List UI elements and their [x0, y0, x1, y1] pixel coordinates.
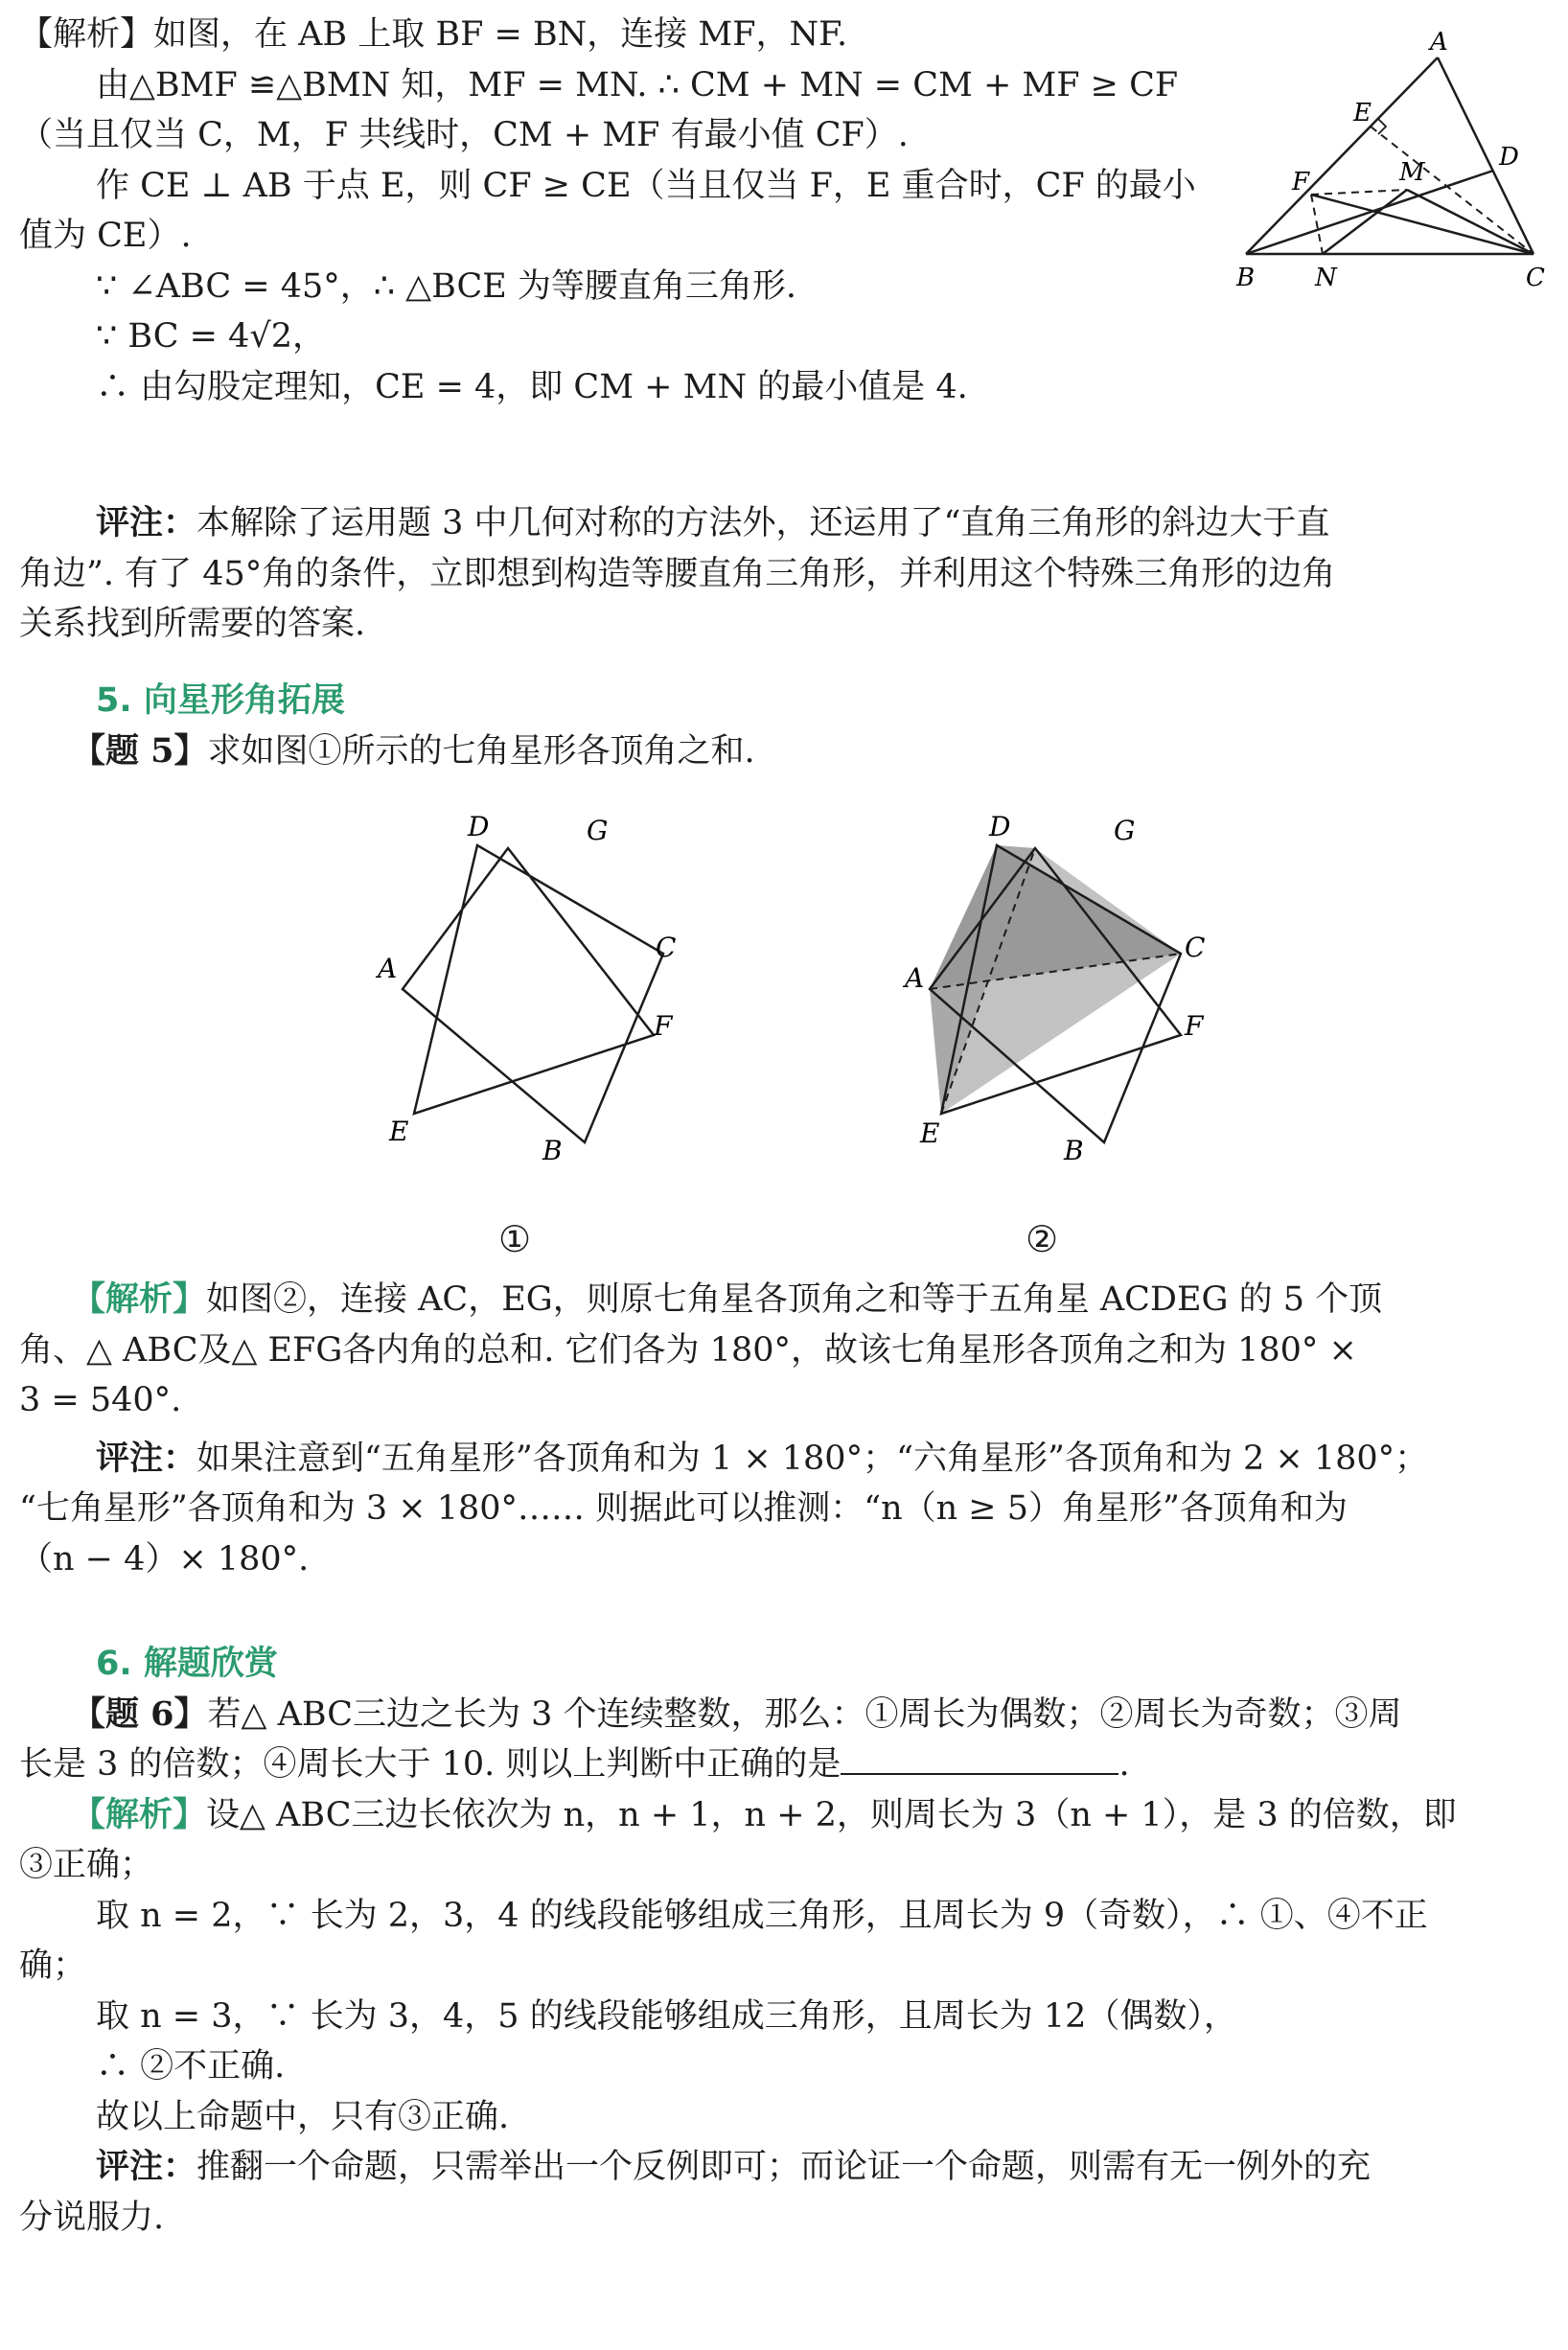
- sol5-note-line-1: 评注：如果注意到“五角星形”各顶角和为 1 × 180°；“六角星形”各顶角和为 2 × 180°；: [96, 1438, 1429, 1478]
- sol6-line-4: 确；: [19, 1947, 87, 1985]
- star2-label-a: A: [905, 962, 925, 994]
- sol6-line-3: 取 n = 2，∵ 长为 2，3，4 的线段能够组成三角形，且周长为 9（奇数），∴ ①、④不正: [96, 1896, 1428, 1935]
- intro-line-6: ∵ ∠ABC = 45°，∴ △BCE 为等腰直角三角形.: [96, 266, 797, 306]
- star2-label-b: B: [1064, 1135, 1084, 1166]
- solution-5: [19, 1275, 1553, 1584]
- star1-label-c: C: [656, 932, 677, 963]
- label-b: B: [1236, 264, 1256, 292]
- star1-label-f: F: [654, 1010, 673, 1042]
- section-6-heading: 6. 解题欣赏: [96, 1645, 278, 1683]
- question-5: 【题 5】求如图①所示的七角星形各顶角之和.: [72, 730, 755, 771]
- label-e: E: [1353, 99, 1372, 127]
- star2-label-f: F: [1185, 1010, 1204, 1042]
- sol6-line-1: 【解析】设△ ABC三边长依次为 n，n + 1，n + 2，则周长为 3（n + 1），是 3 的倍数，即: [72, 1794, 1457, 1834]
- label-a: A: [1430, 28, 1448, 57]
- section-6: [19, 1639, 1553, 2243]
- star1-label-g: G: [587, 815, 609, 846]
- intro-line-4: 作 CE ⊥ AB 于点 E，则 CF ≥ CE（当且仅当 F，E 重合时，CF 的最小: [96, 166, 1196, 205]
- star1-label-a: A: [378, 953, 398, 984]
- label-f: F: [1292, 168, 1310, 196]
- label-m: M: [1399, 158, 1425, 187]
- segment-bd: [1246, 171, 1493, 254]
- sol6-line-2: ③正确；: [19, 1846, 154, 1884]
- sol5-line-1: 【解析】如图②，连接 AC，EG，则原七角星各顶角之和等于五角星 ACDEG 的 5 个顶: [72, 1279, 1383, 1319]
- section-5: [19, 676, 1553, 776]
- side-ac: [1438, 58, 1533, 254]
- note-1-line-3: 关系找到所需要的答案.: [19, 605, 366, 643]
- star2-label-c: C: [1185, 932, 1206, 963]
- sol5-note-line-3: （n − 4）× 180°.: [19, 1539, 310, 1578]
- note-1-line-2: 角边”. 有了 45°角的条件，立即想到构造等腰直角三角形，并利用这个特殊三角形的边角: [19, 554, 1336, 593]
- triangle-figure: [1227, 19, 1562, 307]
- sol5-line-2: 角、△ ABC及△ EFG各内角的总和. 它们各为 180°，故该七角星形各顶角之和为 180° ×: [19, 1330, 1357, 1370]
- star1-label-d: D: [468, 811, 490, 842]
- sol6-line-7: 故以上命题中，只有③正确.: [96, 2097, 510, 2136]
- segment-fn-dashed: [1311, 195, 1323, 254]
- segment-nm: [1323, 190, 1407, 254]
- star-figure-2: [891, 805, 1256, 1169]
- label-c: C: [1526, 264, 1545, 292]
- intro-line-7: ∵ BC = 4√2，: [96, 317, 326, 356]
- intro-solution: [19, 10, 1227, 412]
- star2-label-e: E: [920, 1117, 940, 1149]
- right-angle-mark-e: [1378, 119, 1386, 134]
- intro-line-5: 值为 CE）.: [19, 217, 192, 255]
- side-ab: [1246, 58, 1438, 254]
- sol6-note-line-2: 分说服力.: [19, 2198, 165, 2237]
- star1-label-e: E: [389, 1116, 409, 1147]
- star2-label-d: D: [989, 811, 1011, 842]
- sol6-line-6: ∴ ②不正确.: [96, 2047, 286, 2085]
- question-6-line-2: 长是 3 的倍数；④周长大于 10. 则以上判断中正确的是 .: [19, 1745, 1130, 1784]
- intro-line-3: （当且仅当 C，M，F 共线时，CM + MF 有最小值 CF）.: [19, 116, 909, 154]
- intro-line-1: 【解析】如图，在 AB 上取 BF = BN，连接 MF，NF.: [19, 15, 848, 54]
- sol6-line-5: 取 n = 3，∵ 长为 3，4，5 的线段能够组成三角形，且周长为 12（偶数），: [96, 1996, 1237, 2036]
- star1-label-b: B: [542, 1135, 563, 1166]
- sol5-line-3: 3 = 540°.: [19, 1381, 182, 1419]
- sol5-note-line-2: “七角星形”各顶角和为 3 × 180°…… 则据此可以推测：“n（n ≥ 5）角星形”各顶角和为: [19, 1489, 1348, 1528]
- section-5-heading: 5. 向星形角拓展: [96, 681, 345, 720]
- star-figure-1: [364, 805, 728, 1169]
- segment-fm-dashed: [1311, 190, 1407, 195]
- label-d: D: [1499, 143, 1519, 172]
- answer-blank[interactable]: [841, 1744, 1118, 1775]
- question-6-line-1: 【题 6】若△ ABC三边之长为 3 个连续整数，那么：①周长为偶数；②周长为奇数；③周: [72, 1693, 1402, 1734]
- caption-figure-2: ②: [1026, 1218, 1059, 1260]
- note-1-line-1: 评注：本解除了运用题 3 中几何对称的方法外，还运用了“直角三角形的斜边大于直: [96, 503, 1330, 542]
- star2-label-g: G: [1114, 815, 1136, 846]
- segment-mc: [1407, 190, 1533, 254]
- caption-figure-1: ①: [498, 1218, 532, 1260]
- intro-line-2: 由△BMF ≌△BMN 知，MF = MN. ∴ CM + MN = CM + MF ≥ CF: [96, 65, 1179, 104]
- heptagram-1: [403, 845, 663, 1142]
- sol6-note-line-1: 评注：推翻一个命题，只需举出一个反例即可；而论证一个命题，则需有无一例外的充: [96, 2147, 1372, 2186]
- segment-fc: [1311, 195, 1533, 254]
- label-n: N: [1315, 264, 1337, 292]
- intro-line-8: ∴ 由勾股定理知，CE = 4，即 CM + MN 的最小值是 4.: [96, 367, 968, 406]
- note-1: [19, 498, 1553, 650]
